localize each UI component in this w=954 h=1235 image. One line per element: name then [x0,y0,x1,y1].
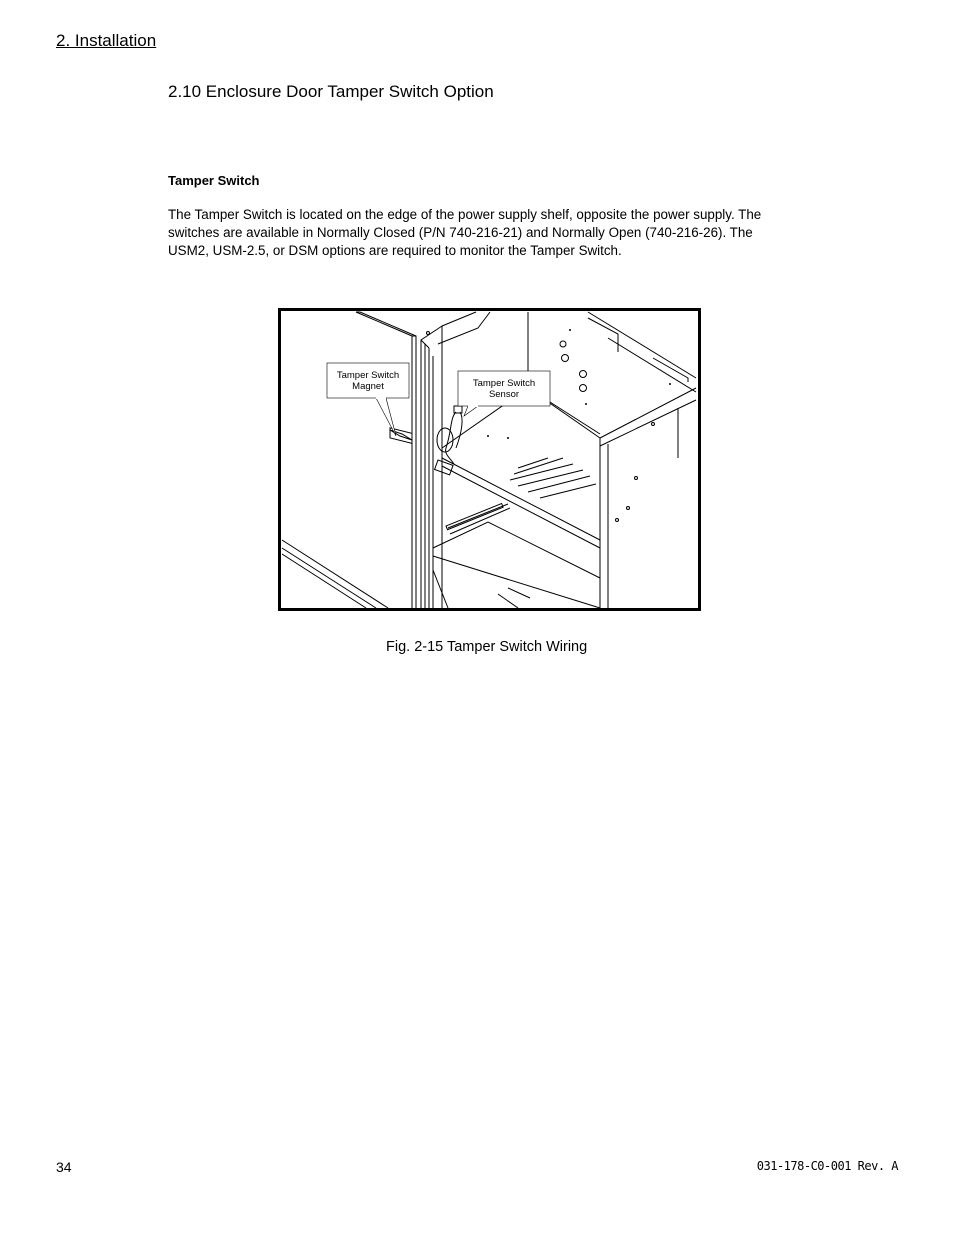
figure-caption: Fig. 2-15 Tamper Switch Wiring [386,639,588,655]
section-header: 2. Installation [56,31,157,50]
callout-magnet-line2: Magnet [352,381,384,392]
callout-magnet-line1: Tamper Switch [336,370,400,381]
paragraph-line: USM2, USM-2.5, or DSM options are required to monitor the Tamper Switch. [168,243,622,258]
page-number: 34 [56,1159,72,1175]
body-paragraph [168,206,808,260]
callout-sensor-line1: Tamper Switch [472,378,536,389]
tamper-switch-figure [278,308,701,611]
document-id: 031-178-C0-001 Rev. A [756,1159,898,1173]
paragraph-line: switches are available in Normally Closed (P/N 740-216-21) and Normally Open (740-216-26). The [168,225,753,240]
enclosure-illustration [278,308,701,611]
callout-sensor-line2: Sensor [488,389,520,400]
section-title: 2.10 Enclosure Door Tamper Switch Option [168,82,494,101]
sub-heading: Tamper Switch [168,173,260,188]
paragraph-line: The Tamper Switch is located on the edge of the power supply shelf, opposite the power supply. The [168,207,762,222]
